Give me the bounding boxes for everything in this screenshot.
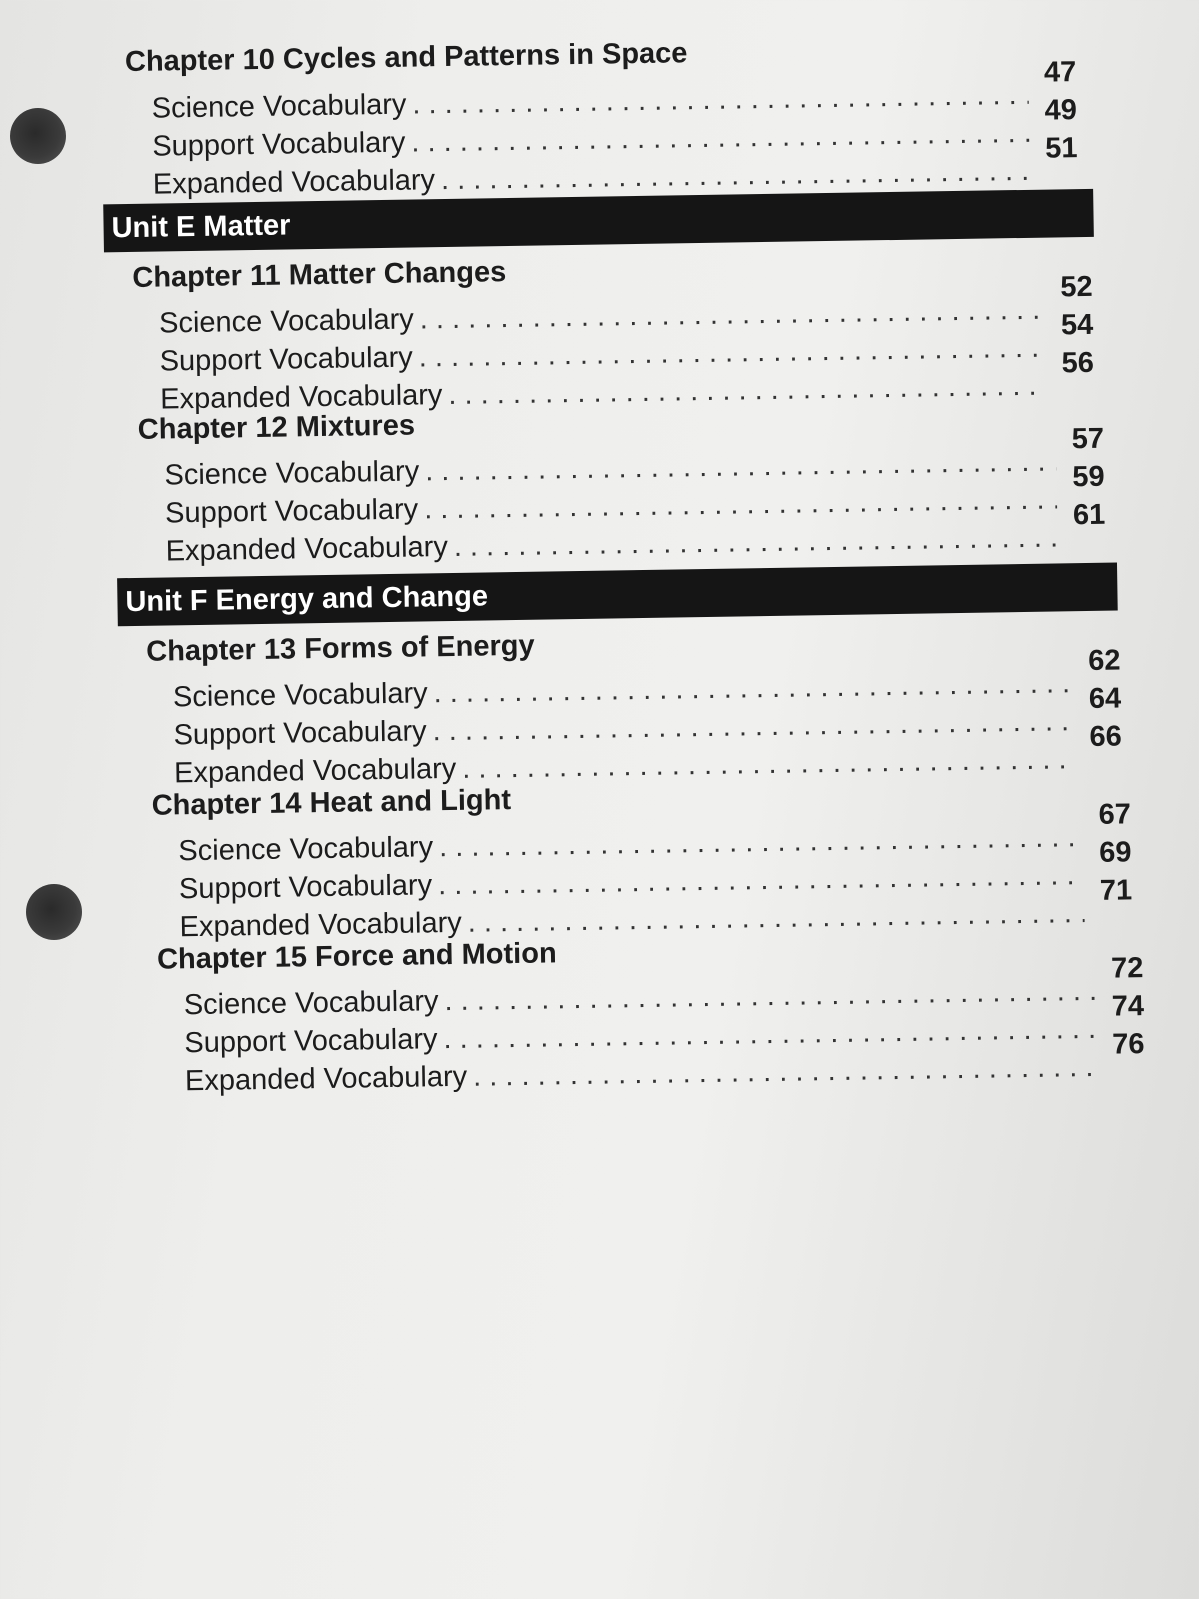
entry-label: Science Vocabulary [151, 88, 407, 125]
page-number: 66 [1089, 720, 1122, 753]
dot-leader [411, 117, 1029, 159]
entry-label: Science Vocabulary [172, 677, 428, 714]
dot-leader [412, 79, 1029, 121]
entry-label: Expanded Vocabulary [184, 1060, 468, 1098]
unit-f-banner [117, 563, 1118, 627]
entry-label: Support Vocabulary [178, 869, 433, 906]
entry-label: Science Vocabulary [183, 985, 439, 1022]
dot-leader [433, 667, 1073, 709]
page-number: 74 [1111, 990, 1145, 1023]
entry-label: Expanded Vocabulary [165, 531, 449, 568]
dot-leader [438, 859, 1084, 901]
chapter-13-heading: Chapter 13 Forms of Energy [146, 629, 535, 668]
entry-label: Science Vocabulary [178, 831, 434, 868]
dot-leader [425, 445, 1057, 487]
page-number: 47 [1043, 56, 1077, 89]
dot-leader [473, 1051, 1097, 1093]
chapter-15-heading: Chapter 15 Force and Motion [156, 937, 557, 976]
dot-leader [448, 370, 1046, 411]
dot-leader [441, 155, 1030, 196]
entry-label: Expanded Vocabulary [179, 906, 462, 944]
entry-label: Support Vocabulary [159, 341, 414, 378]
page-number: 54 [1060, 308, 1094, 342]
entry-label: Support Vocabulary [152, 126, 406, 163]
dot-leader [454, 521, 1058, 562]
entry-label: Support Vocabulary [164, 493, 419, 530]
dot-leader [432, 705, 1073, 747]
chapter-14-heading: Chapter 14 Heat and Light [151, 784, 512, 822]
page-number: 59 [1072, 460, 1105, 494]
chapter-11-heading: Chapter 11 Matter Changes [132, 256, 507, 294]
page-number: 67 [1098, 798, 1132, 831]
page-number: 69 [1099, 836, 1132, 869]
entry-label: Expanded Vocabulary [152, 164, 436, 201]
dot-leader [439, 821, 1084, 863]
entry-label: Support Vocabulary [184, 1023, 438, 1060]
dot-leader [467, 897, 1084, 939]
entry-label: Support Vocabulary [173, 715, 427, 752]
unit-f-title: Unit F Energy and Change [125, 579, 489, 618]
dot-leader [443, 1013, 1096, 1055]
dot-leader [424, 483, 1057, 525]
page-number: 57 [1071, 422, 1105, 456]
dot-leader [419, 332, 1046, 374]
entry-label: Science Vocabulary [158, 303, 415, 340]
dot-leader [420, 294, 1046, 336]
page-number: 49 [1044, 94, 1078, 127]
page-number: 62 [1087, 644, 1121, 677]
dot-leader [444, 975, 1096, 1017]
dot-leader [462, 743, 1074, 785]
entry-label: Science Vocabulary [164, 455, 420, 492]
page-number: 76 [1112, 1028, 1145, 1061]
page-number: 51 [1044, 132, 1078, 165]
page-number: 56 [1061, 346, 1095, 380]
unit-e-title: Unit E Matter [111, 208, 291, 244]
chapter-12-heading: Chapter 12 Mixtures [137, 409, 416, 446]
entry-label: Expanded Vocabulary [160, 379, 443, 416]
page-number: 64 [1088, 682, 1122, 715]
page-number: 52 [1060, 270, 1093, 304]
entry-label: Expanded Vocabulary [173, 752, 457, 790]
page-number: 72 [1110, 952, 1144, 985]
page-number: 71 [1099, 874, 1133, 907]
chapter-10-heading: Chapter 10 Cycles and Patterns in Space [124, 37, 688, 79]
page-number: 61 [1072, 498, 1106, 532]
